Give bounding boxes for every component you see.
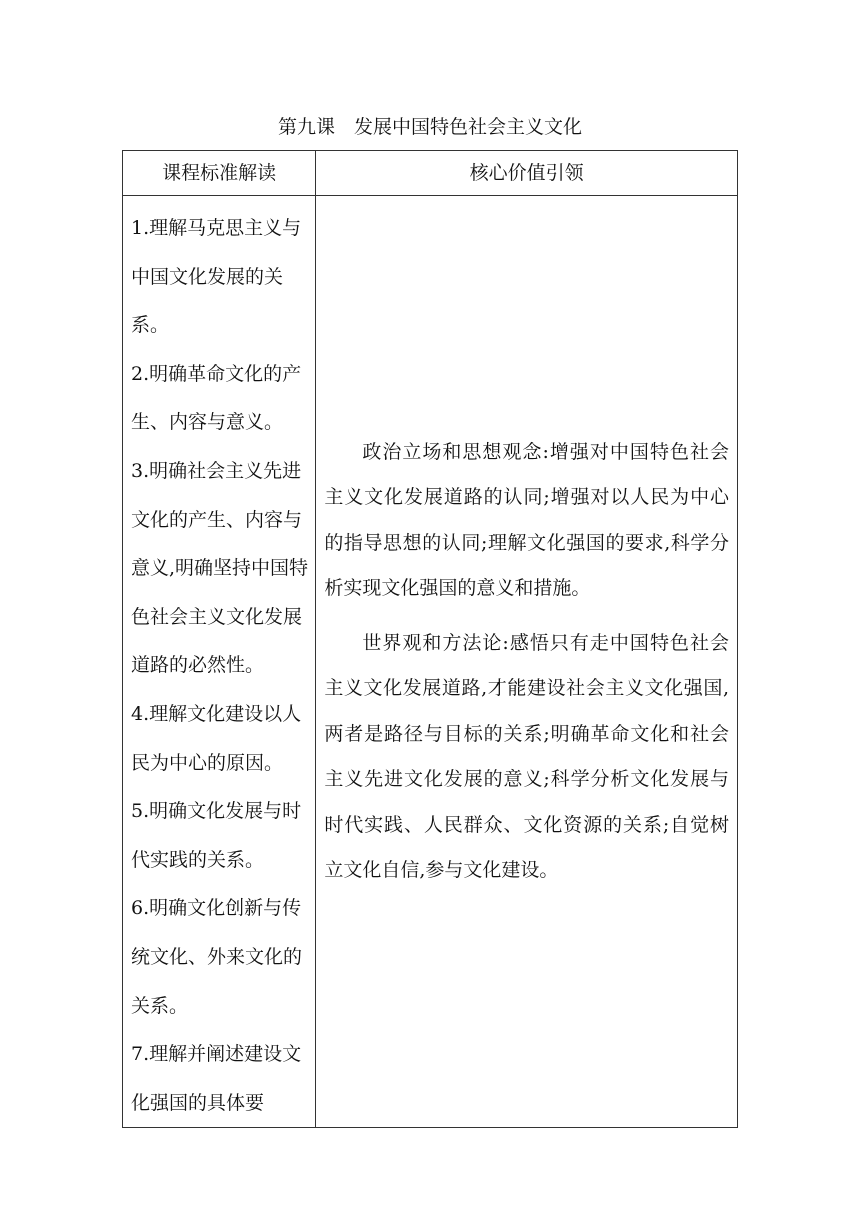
standard-item: 3.明确社会主义先进文化的产生、内容与意义,明确坚持中国特色社会主义文化发展道路的必然性。 [131,459,309,677]
standard-item: 2.明确革命文化的产生、内容与意义。 [131,362,302,434]
values-paragraph: 政治立场和思想观念:增强对中国特色社会主义文化发展道路的认同;增强对以人民为中心的指导思想的认同;理解文化强国的要求,科学分析实现文化强国的意义和措施。 [324,440,729,600]
values-text [316,430,737,894]
standards-list [123,196,315,1127]
standard-item: 4.理解文化建设以人民为中心的原因。 [131,702,302,774]
lesson-table [122,150,738,1128]
standard-item: 6.明确文化创新与传统文化、外来文化的关系。 [131,897,303,1017]
page-title: 第九课 发展中国特色社会主义文化 [277,116,582,138]
standard-item: 1.理解马克思主义与中国文化发展的关系。 [131,217,302,337]
table-header-row [123,151,738,196]
header-values: 核心价值引领 [316,151,738,196]
standard-item: 5.明确文化发展与时代实践的关系。 [131,800,302,871]
values-cell [316,196,738,1128]
values-paragraph: 世界观和方法论:感悟只有走中国特色社会主义文化发展道路,才能建设社会主义文化强国,两者是路径与目标的关系;明确革命文化和社会主义先进文化发展的意义;科学分析文化发展与时代实践、人民群众、文化资源的关系;自觉树立文化自信,参与文化建设。 [324,631,729,882]
standard-item: 7.理解并阐述建设文化强国的具体要 [131,1043,302,1114]
standards-cell [123,196,316,1128]
header-standards: 课程标准解读 [123,151,316,196]
table-row [123,196,738,1128]
